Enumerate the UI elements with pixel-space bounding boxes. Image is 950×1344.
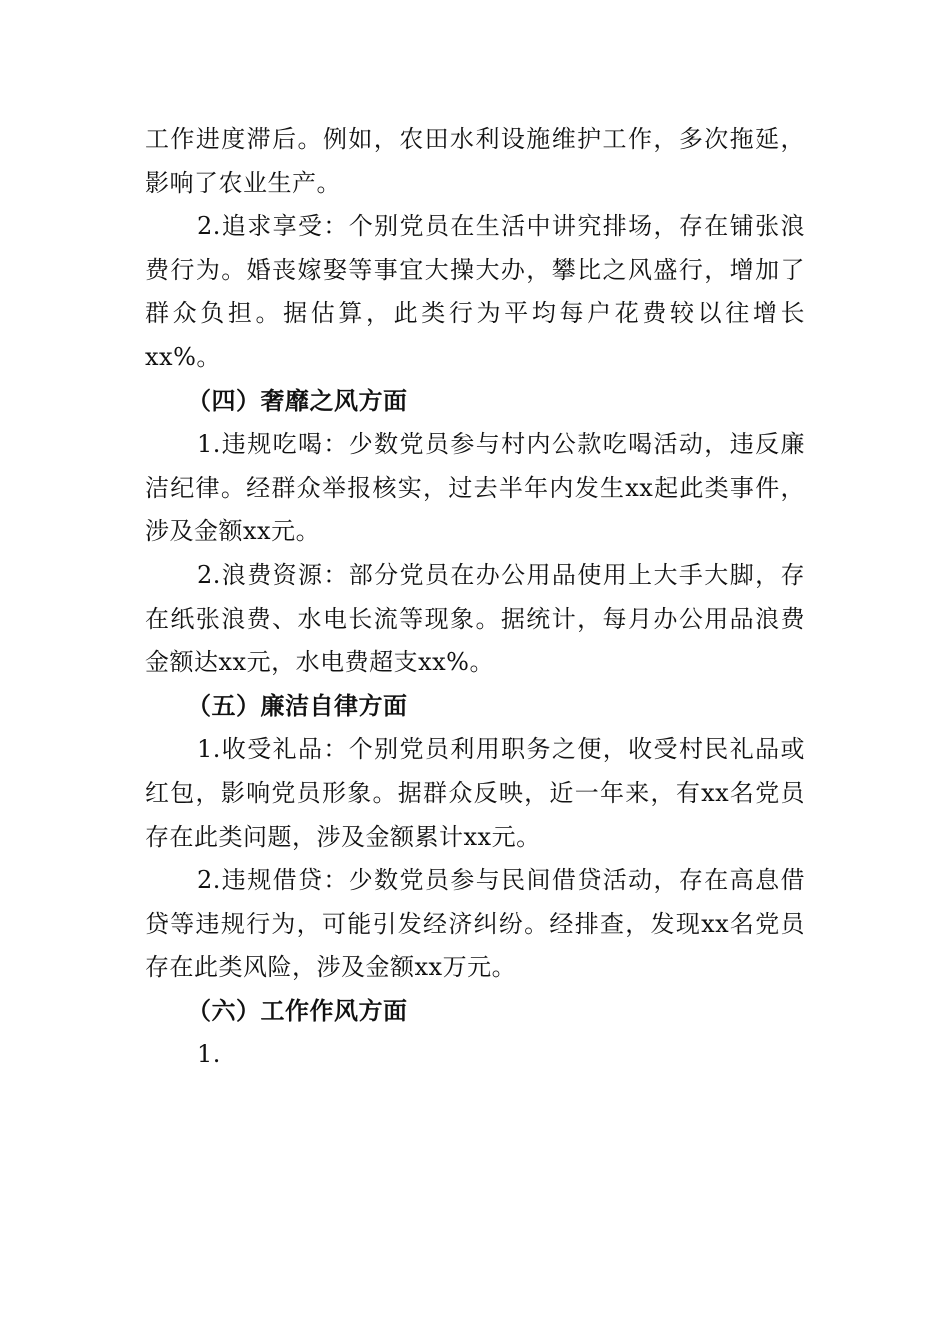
paragraph-work-style-item-1: 1. bbox=[197, 1040, 221, 1069]
section-heading-integrity: （五）廉洁自律方面 bbox=[187, 691, 408, 720]
paragraph-accepting-gifts: 1.收受礼品：个别党员利用职务之便，收受村民礼品或红包，影响党员形象。据群众反映，近一年来，有xx名党员存在此类问题，涉及金额累计xx元。 bbox=[145, 735, 805, 851]
paragraph-work-delay: 工作进度滞后。例如，农田水利设施维护工作，多次拖延，影响了农业生产。 bbox=[145, 125, 805, 197]
paragraph-illegal-lending: 2.违规借贷：少数党员参与民间借贷活动，存在高息借贷等违规行为，可能引发经济纠纷。经排查，发现xx名党员存在此类风险，涉及金额xx万元。 bbox=[145, 866, 805, 982]
document-page bbox=[145, 118, 805, 1077]
paragraph-illegal-dining: 1.违规吃喝：少数党员参与村内公款吃喝活动，违反廉洁纪律。经群众举报核实，过去半年内发生xx起此类事件，涉及金额xx元。 bbox=[145, 430, 805, 546]
paragraph-pursuit-of-enjoyment: 2.追求享受：个别党员在生活中讲究排场，存在铺张浪费行为。婚丧嫁娶等事宜大操大办，攀比之风盛行，增加了群众负担。据估算，此类行为平均每户花费较以往增长xx%。 bbox=[145, 212, 805, 371]
section-heading-extravagance: （四）奢靡之风方面 bbox=[187, 386, 408, 415]
section-heading-work-style: （六）工作作风方面 bbox=[187, 996, 408, 1025]
paragraph-wasting-resources: 2.浪费资源：部分党员在办公用品使用上大手大脚，存在纸张浪费、水电长流等现象。据统计，每月办公用品浪费金额达xx元，水电费超支xx%。 bbox=[145, 560, 805, 677]
